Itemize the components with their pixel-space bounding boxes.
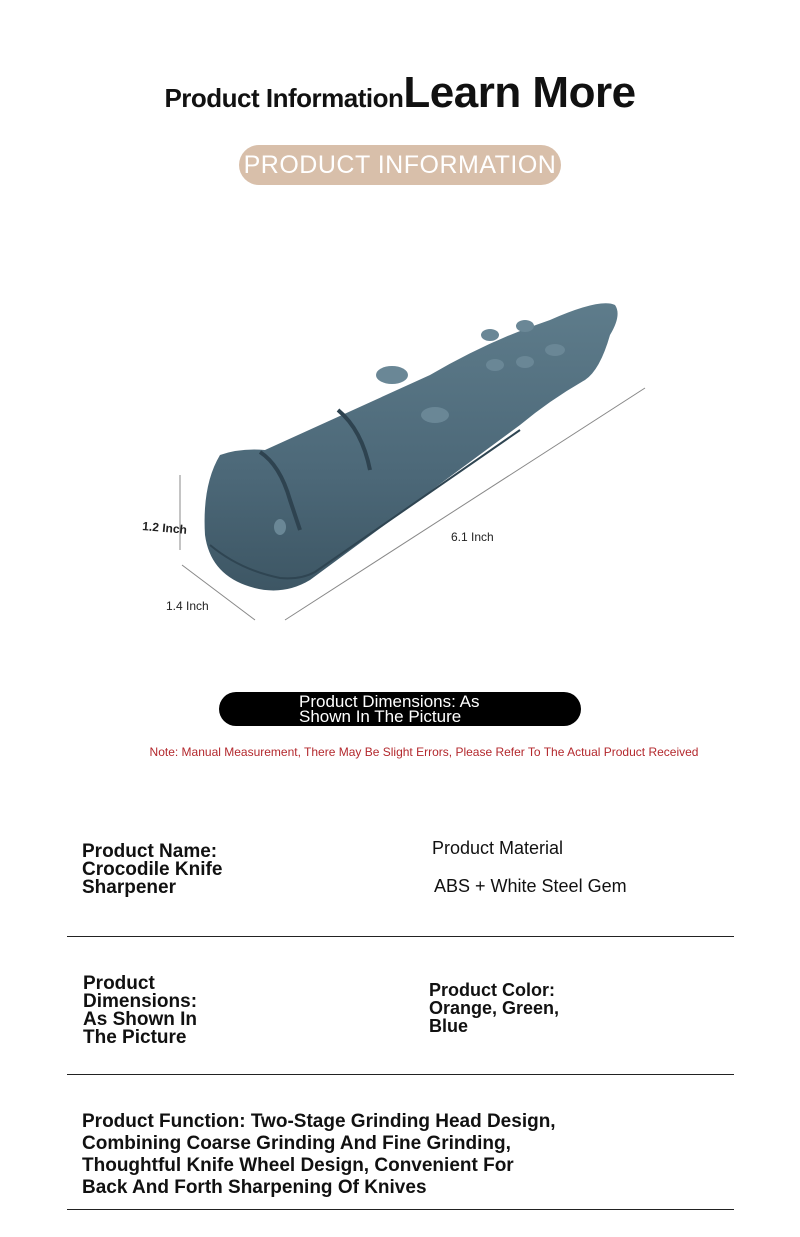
bump [481,329,499,341]
divider [67,936,734,937]
width-label: 1.4 Inch [166,599,209,613]
spec-dimensions: Product Dimensions: As Shown In The Picture [83,973,198,1048]
spec-color: Product Color: Orange, Green, Blue [429,980,560,1036]
dimensions-badge [219,692,581,726]
sharpener-body [205,303,618,590]
bump [516,320,534,332]
height-label: 1.2 Inch [141,519,188,537]
header-small-title: Product Information [164,83,404,113]
spec-material-label: Product Material [432,838,564,858]
header-big-title: Learn More [403,68,636,117]
spec-product-name: Product Name: Crocodile Knife Sharpener [82,841,223,898]
knife-sharpener-illustration [130,280,670,640]
page-header [0,68,800,118]
product-information-badge: PRODUCT INFORMATION [239,145,561,185]
divider [67,1074,734,1075]
bump [421,407,449,423]
divider [67,1209,734,1210]
length-label: 6.1 Inch [451,530,494,544]
bump [376,366,408,384]
measurement-note: Note: Manual Measurement, There May Be Slight Errors, Please Refer To The Actual Product Received [149,745,699,759]
spec-material-value: ABS + White Steel Gem [434,876,627,896]
bump [516,356,534,368]
bump [486,359,504,371]
spec-function: Product Function: Two-Stage Grinding Head Design, Combining Coarse Grinding And Fine Grinding, Thoughtful Knife Wheel Design, Convenient For Back And Forth Sharpening Of Knives [82,1111,556,1198]
bump [274,519,286,535]
bump [545,344,565,356]
dimensions-badge-text: Product Dimensions: As Shown In The Picture [299,692,480,726]
